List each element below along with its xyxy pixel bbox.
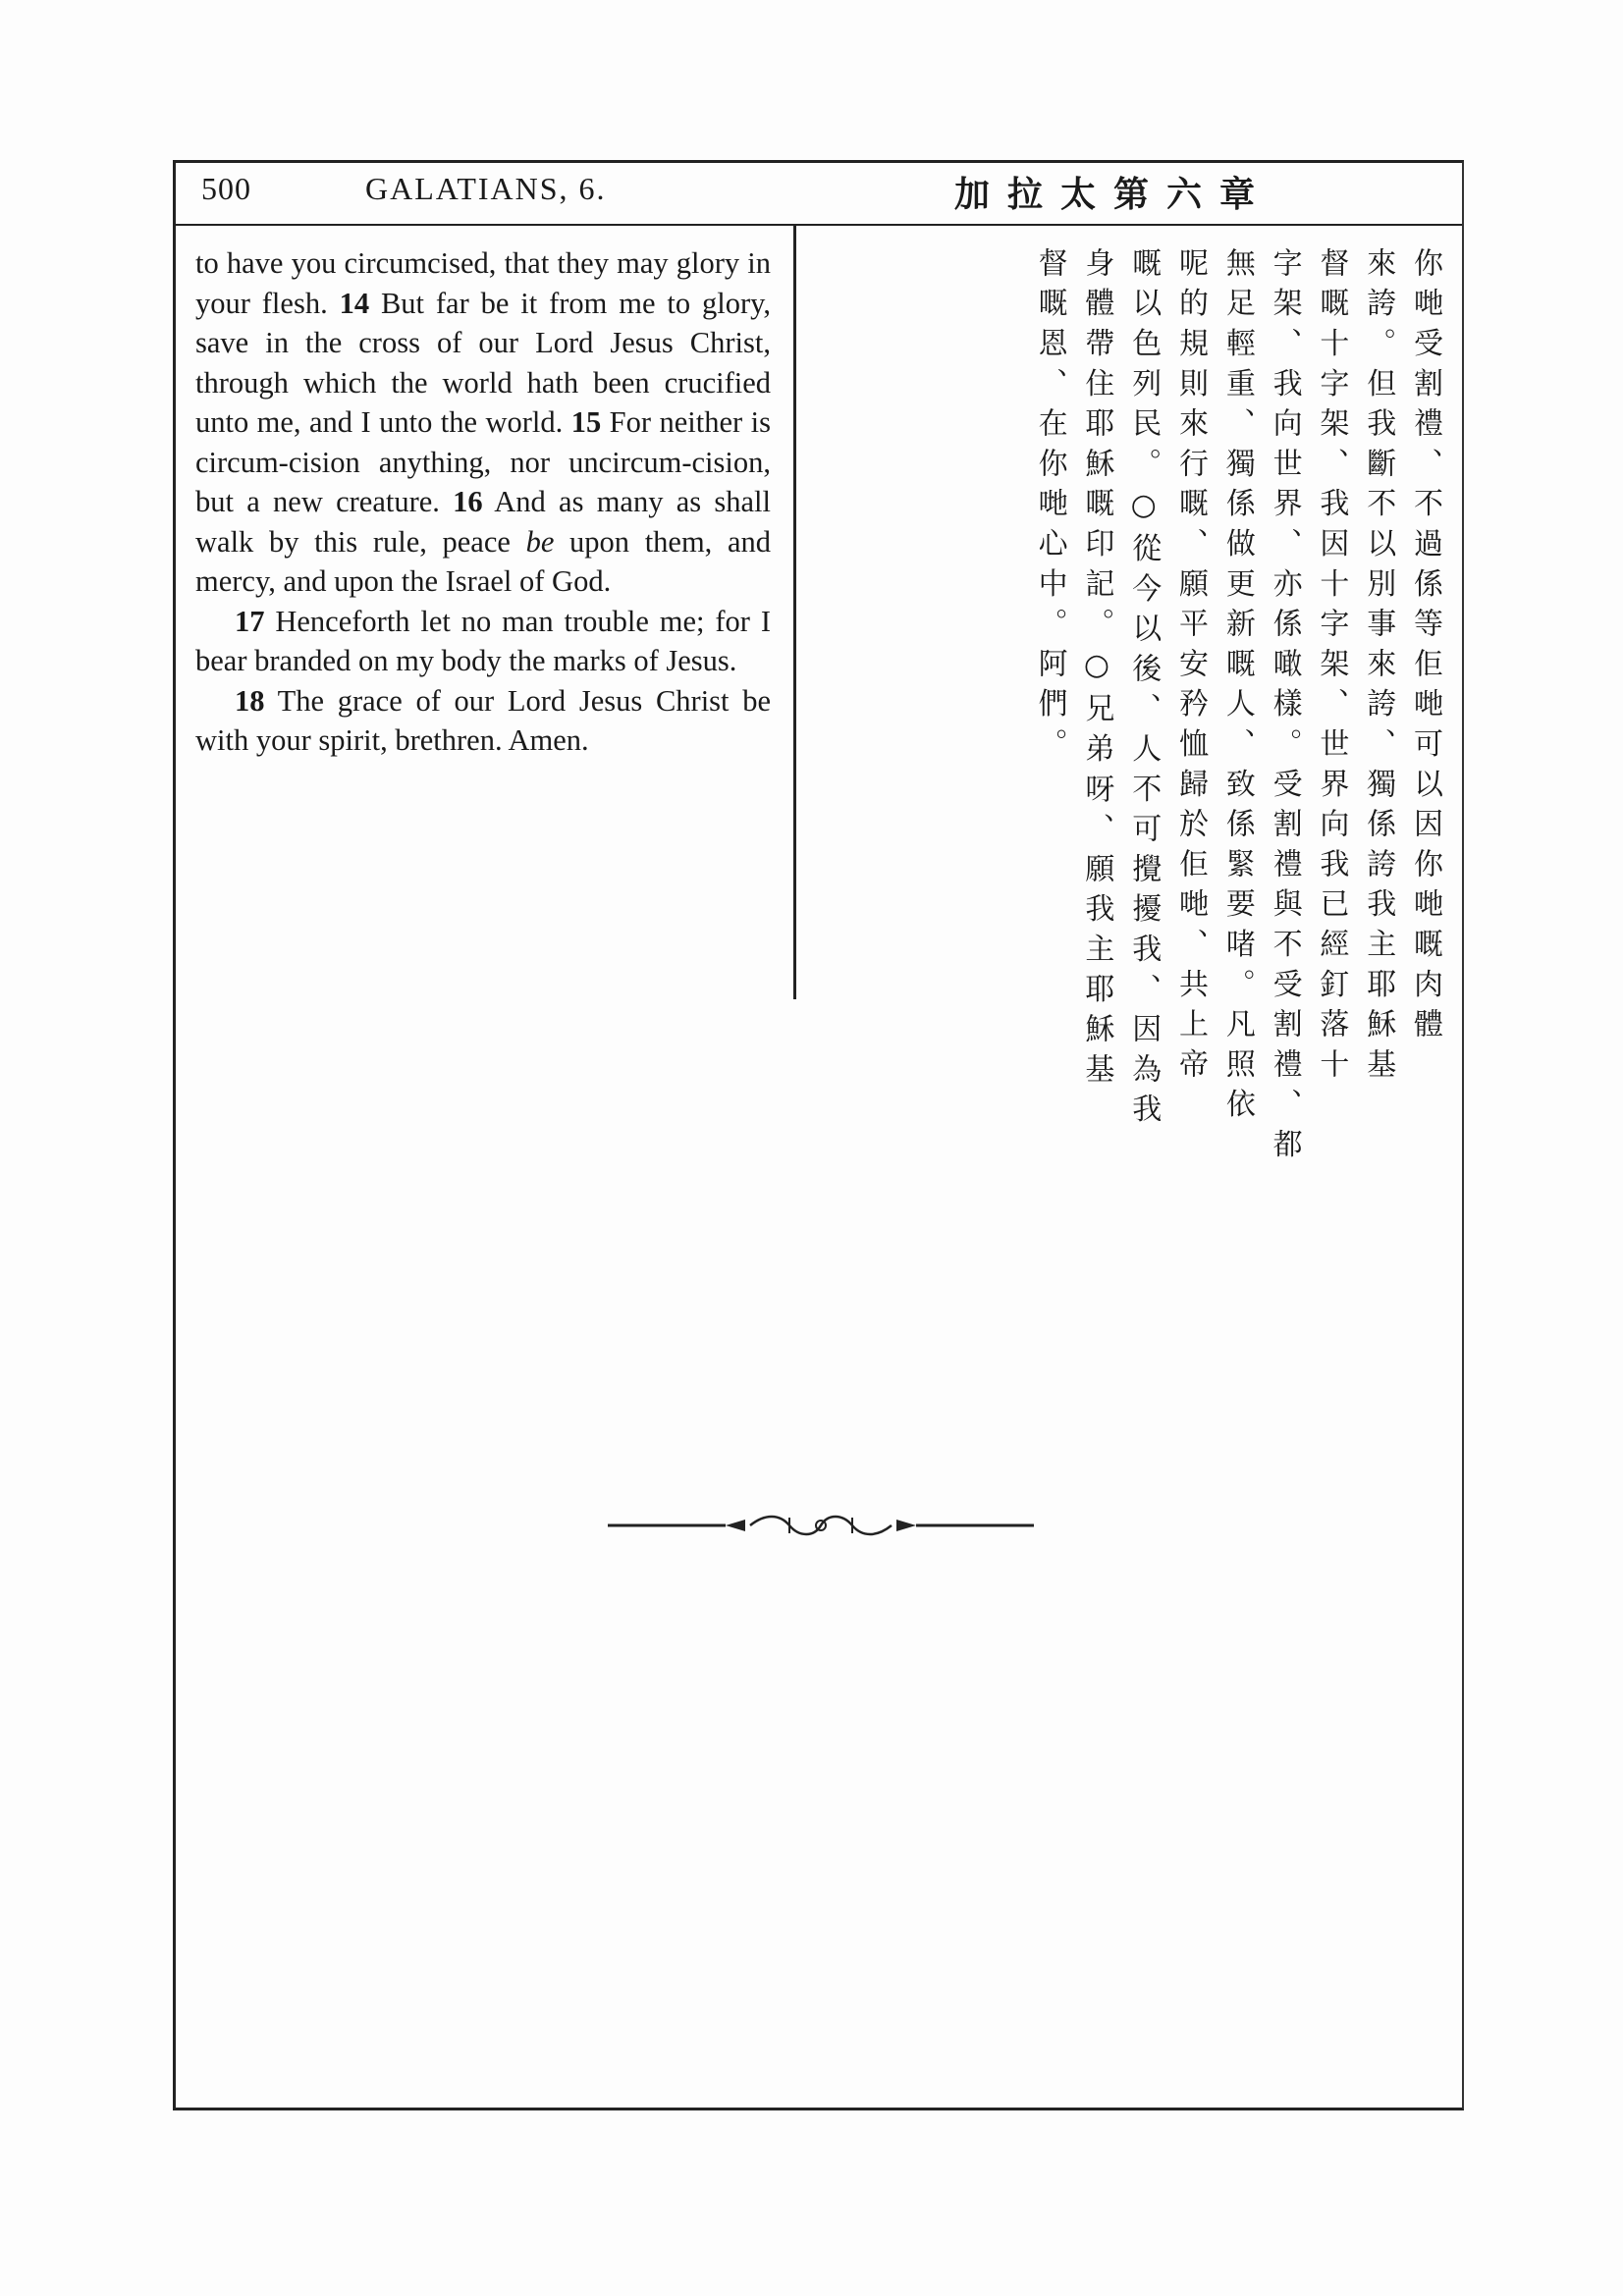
text-run: Henceforth let no man trouble me; for I bear branded on my body the marks of Jesus. bbox=[195, 604, 771, 677]
verse-number: 18 bbox=[235, 683, 265, 718]
column-divider bbox=[793, 224, 796, 999]
text-run: The grace of our Lord Jesus Christ be with your spirit, brethren. Amen. bbox=[195, 683, 771, 757]
chinese-line: 督嘅十字架、我因十字架、世界向我已經釘落十 bbox=[1314, 247, 1349, 1089]
chinese-line: 字架、我向世界、亦係噉樣。受割禮與不受割禮、都 bbox=[1267, 247, 1302, 1169]
verse-number: 14 bbox=[339, 286, 370, 320]
english-paragraph bbox=[195, 243, 771, 602]
chinese-line: 嘅以色列民。○從今以後、人不可攪擾我、因為我 bbox=[1126, 247, 1162, 1134]
text-run: And as many as shall walk by this rule, peace bbox=[195, 485, 771, 559]
chinese-line: 身體帶住耶穌嘅印記。○兄弟呀、願我主耶穌基 bbox=[1079, 247, 1114, 1094]
chinese-line: 無足輕重、獨係做更新嘅人、致係緊要啫。凡照依 bbox=[1219, 247, 1255, 1129]
text-run: For neither is circum-cision anything, nor uncircum-cision, but a new creature. bbox=[195, 405, 771, 518]
page-header bbox=[176, 163, 1462, 226]
end-ornament bbox=[608, 1508, 1034, 1543]
chinese-text-column bbox=[816, 247, 1448, 1169]
chinese-line: 督嘅恩、在你哋心中。阿們。 bbox=[1032, 247, 1067, 769]
running-title: GALATIANS, 6. bbox=[365, 171, 607, 206]
text-run: to have you circumcised, that they may glory in your flesh. bbox=[195, 246, 771, 320]
text-run: upon them, and mercy, and upon the Israel of God. bbox=[195, 524, 771, 598]
verse-number: 16 bbox=[453, 485, 483, 518]
english-paragraph bbox=[195, 681, 771, 761]
english-paragraph bbox=[195, 602, 771, 681]
verse-number: 17 bbox=[235, 604, 265, 638]
text-run: But far be it from me to glory, save in the cross of our Lord Jesus Christ, through which the world hath been crucified unto me, and I unto the world. bbox=[195, 286, 772, 439]
english-text-column bbox=[195, 243, 771, 761]
verse-number: 15 bbox=[570, 405, 602, 439]
italic-word: be bbox=[525, 524, 555, 559]
page-frame bbox=[173, 160, 1464, 2110]
chinese-line: 來誇。但我斷不以別事來誇、獨係誇我主耶穌基 bbox=[1361, 247, 1396, 1089]
page-number: 500 bbox=[201, 171, 251, 206]
chinese-line: 你哋受割禮、不過係等佢哋可以因你哋嘅肉體 bbox=[1408, 247, 1442, 1048]
chinese-line: 呢的規則來行嘅、願平安矜恤歸於佢哋、共上帝 bbox=[1173, 247, 1209, 1089]
chinese-running-title: 加拉太第六章 bbox=[953, 174, 1272, 215]
